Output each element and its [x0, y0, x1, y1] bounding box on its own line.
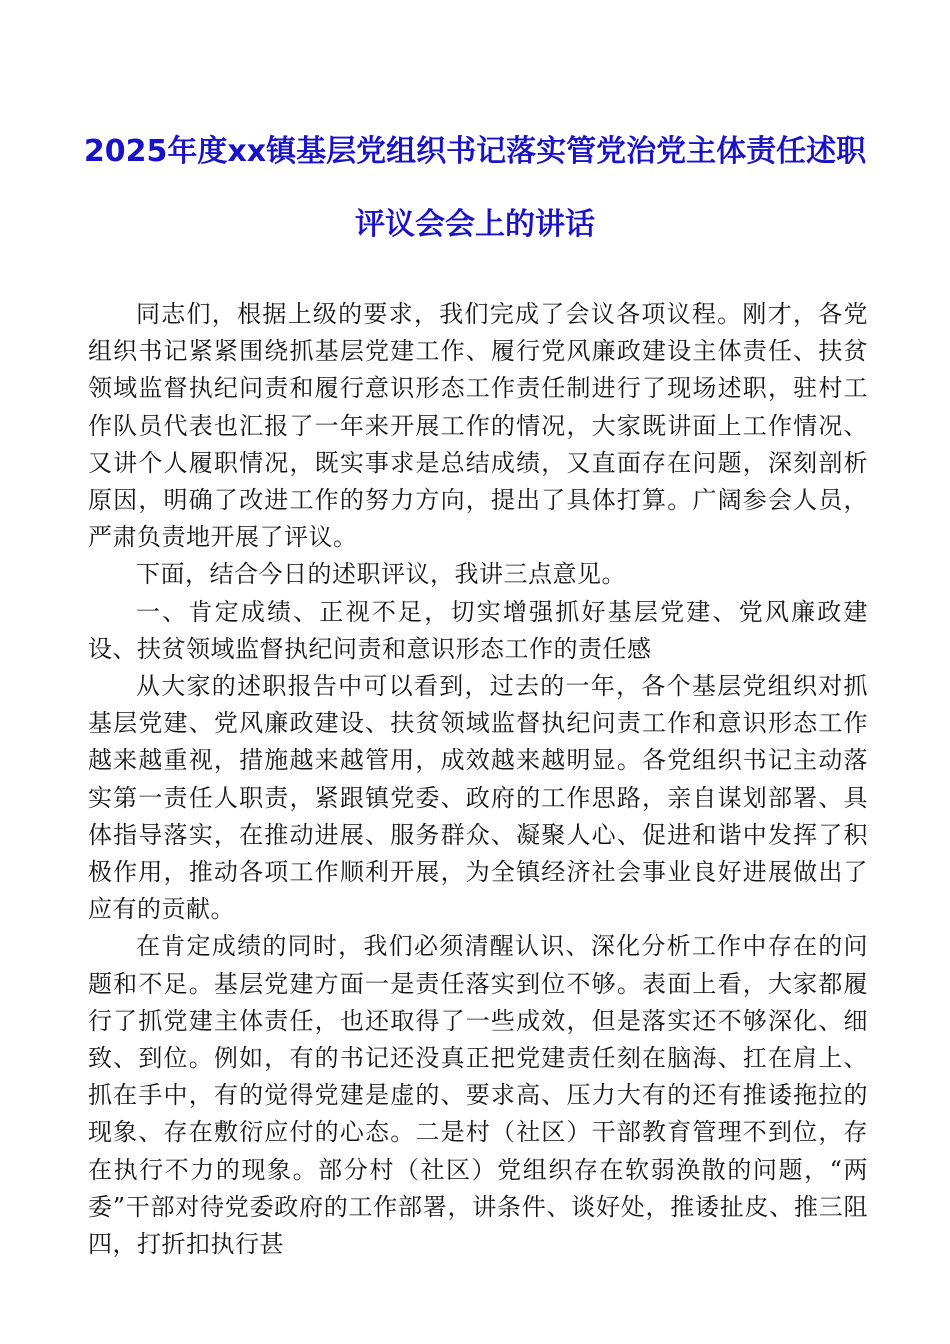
document-title-line-2: 评议会会上的讲话: [355, 207, 595, 242]
paragraph-problems: 在肯定成绩的同时，我们必须清醒认识、深化分析工作中存在的问题和不足。基层党建方面一是责任落实到位不够。表面上看，大家都履行了抓党建主体责任，也还取得了一些成效，但是落实还不够深化、细致、到位。例如，有的书记还没真正把党建责任刻在脑海、扛在肩上、抓在手中，有的觉得党建是虚的、要求高、压力大有的还有推诿拖拉的现象、存在敷衍应付的心态。二是村（社区）干部教育管理不到位，存在执行不力的现象。部分村（社区）党组织存在软弱涣散的问题，“两委”干部对待党委政府的工作部署，讲条件、谈好处，推诿扯皮、推三阻四，打折扣执行甚: [88, 932, 868, 1259]
paragraph-opening: 同志们，根据上级的要求，我们完成了会议各项议程。刚才，各党组织书记紧紧围绕抓基层党建工作、履行党风廉政建设主体责任、扶贫领域监督执纪问责和履行意识形态工作责任制进行了现场述职，驻村工作队员代表也汇报了一年来开展工作的情况，大家既讲面上工作情况、又讲个人履职情况，既实事求是总结成绩，又直面存在问题，深刻剖析原因，明确了改进工作的努力方向，提出了具体打算。广阔参会人员，严肃负责地开展了评议。: [88, 300, 868, 552]
section-heading-one: 一、肯定成绩、正视不足，切实增强抓好基层党建、党风廉政建设、扶贫领域监督执纪问责和意识形态工作的责任感: [88, 597, 868, 663]
document-body: [88, 296, 868, 1263]
paragraph-intro-points: 下面，结合今日的述职评议，我讲三点意见。: [136, 560, 626, 589]
document-title-line-1: 2025年度xx镇基层党组织书记落实管党治党主体责任述职: [83, 134, 867, 169]
paragraph-achievements: 从大家的述职报告中可以看到，过去的一年，各个基层党组织对抓基层党建、党风廉政建设、扶贫领域监督执纪问责工作和意识形态工作越来越重视，措施越来越管用，成效越来越明显。各党组织书记主动落实第一责任人职责，紧跟镇党委、政府的工作思路，亲自谋划部署、具体指导落实，在推动进展、服务群众、凝聚人心、促进和谐中发挥了积极作用，推动各项工作顺利开展，为全镇经济社会事业良好进展做出了应有的贡献。: [88, 672, 868, 924]
